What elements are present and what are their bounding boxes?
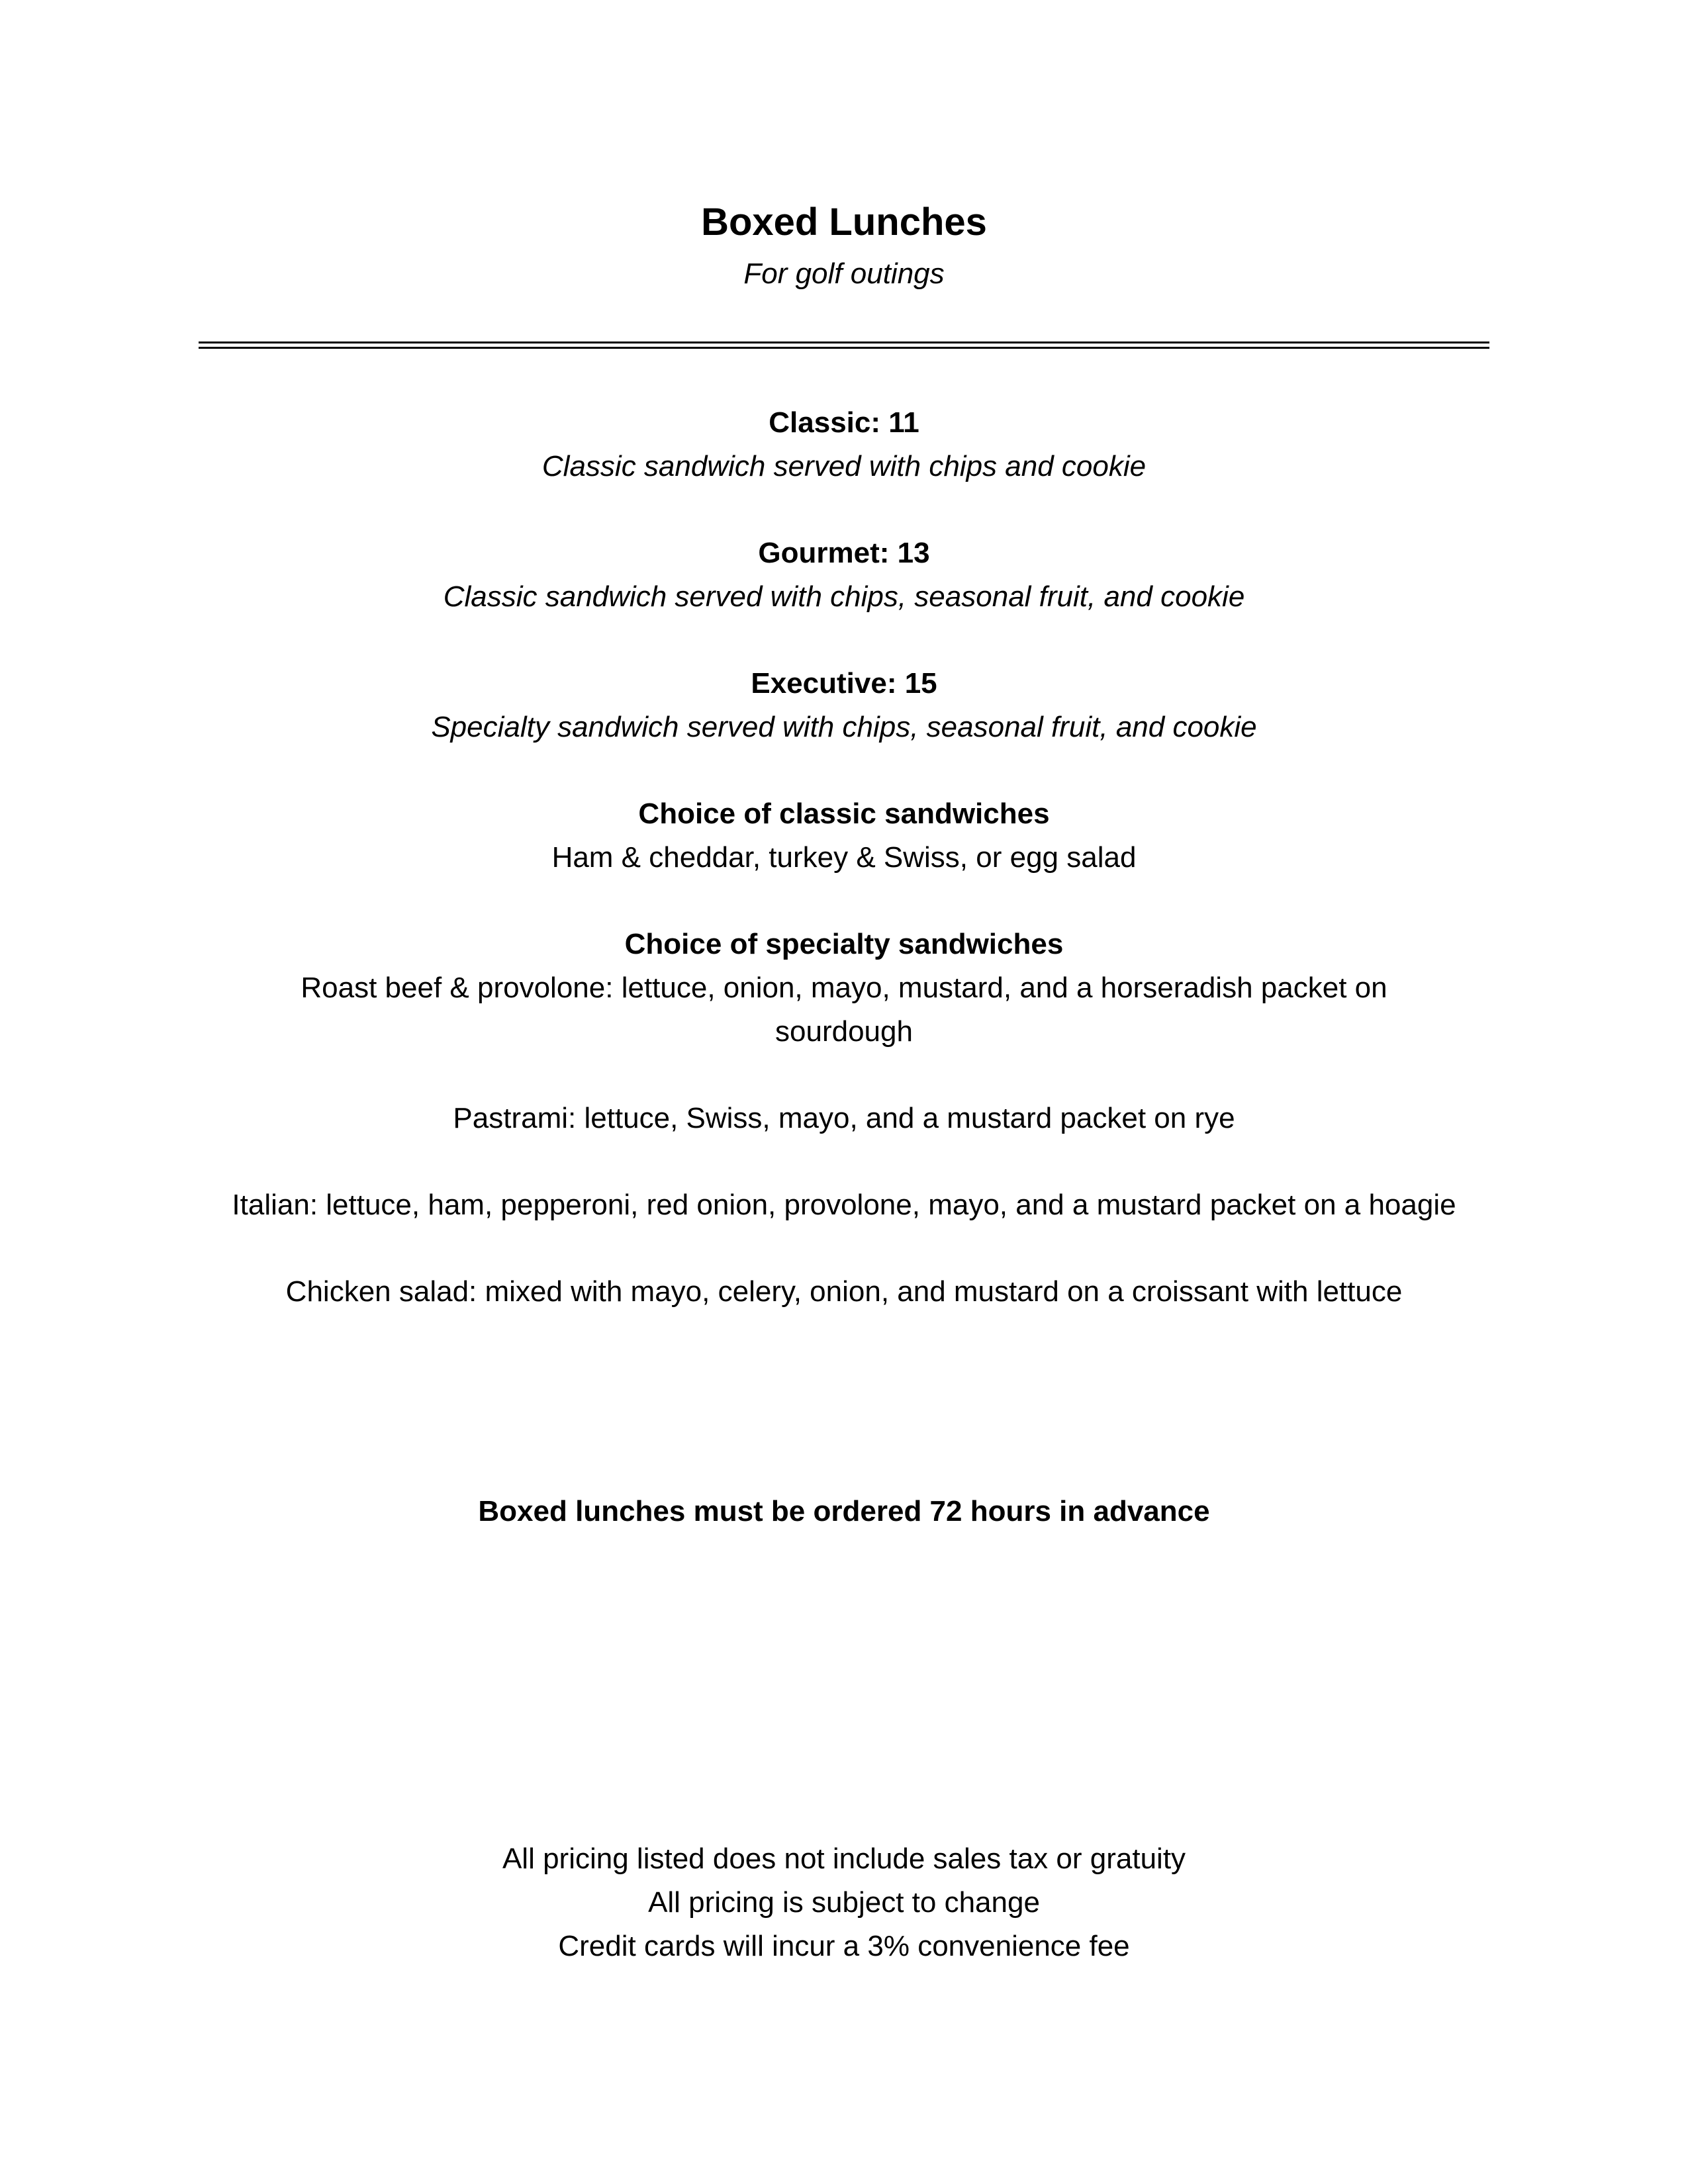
- package-executive-name: Executive: 15: [751, 667, 937, 700]
- package-gourmet-description: Classic sandwich served with chips, seasonal fruit, and cookie: [443, 580, 1245, 613]
- specialty-sandwiches-heading: Choice of specialty sandwiches: [624, 928, 1064, 960]
- specialty-sandwich-item: Italian: lettuce, ham, pepperoni, red onion, provolone, mayo, and a mustard packet on a hoagie: [232, 1189, 1456, 1221]
- package-executive-description: Specialty sandwich served with chips, seasonal fruit, and cookie: [431, 711, 1257, 743]
- page-subtitle: For golf outings: [743, 257, 945, 290]
- package-classic-name: Classic: 11: [769, 406, 919, 439]
- classic-sandwiches-list: Ham & cheddar, turkey & Swiss, or egg salad: [551, 841, 1137, 874]
- footer-line: All pricing listed does not include sales tax or gratuity: [502, 1843, 1186, 1875]
- footer-line: All pricing is subject to change: [648, 1886, 1040, 1919]
- package-classic-description: Classic sandwich served with chips and cookie: [541, 450, 1147, 482]
- specialty-sandwich-item: Pastrami: lettuce, Swiss, mayo, and a mustard packet on rye: [453, 1102, 1235, 1134]
- footer-line: Credit cards will incur a 3% convenience fee: [558, 1930, 1130, 1962]
- ordering-note: Boxed lunches must be ordered 72 hours in advance: [478, 1495, 1210, 1527]
- double-divider: [199, 341, 1489, 349]
- classic-sandwiches-heading: Choice of classic sandwiches: [638, 797, 1050, 830]
- specialty-sandwich-item: Roast beef & provolone: lettuce, onion, mayo, mustard, and a horseradish packet on sourdough: [301, 972, 1387, 1048]
- page-title: Boxed Lunches: [701, 201, 987, 244]
- specialty-sandwich-item: Chicken salad: mixed with mayo, celery, onion, and mustard on a croissant with lettuce: [285, 1275, 1403, 1308]
- package-gourmet-name: Gourmet: 13: [758, 537, 930, 569]
